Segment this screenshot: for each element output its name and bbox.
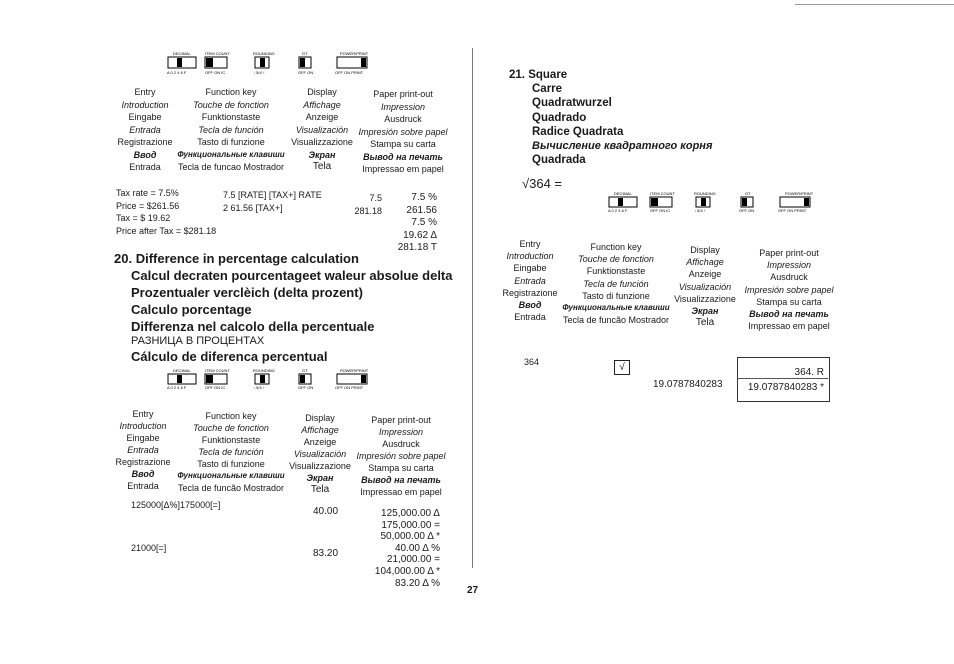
sqrt-display: 19.0787840283 — [653, 379, 723, 390]
tax-keys: 7.5 [RATE] [TAX+] RATE 2 61.56 [TAX+] — [223, 190, 322, 213]
paper-printout-box — [737, 357, 830, 402]
svg-text:A 0 2 4 6 F: A 0 2 4 6 F — [167, 70, 187, 75]
svg-text:↓ 5/4 ↑: ↓ 5/4 ↑ — [253, 385, 265, 390]
diff-entry-1: 125000[Δ%]175000[=] — [131, 500, 221, 510]
svg-text:ITEM COUNT: ITEM COUNT — [205, 51, 230, 56]
function-header-col-3: Function key Touche de fonction Funktionstaste Tecla de función Tasto di funzione Функциональные клавиши Tecla de funcão Mostrador — [562, 242, 670, 326]
decimal-label: DECIMAL — [173, 51, 191, 56]
print-header-col-2: Paper print-out Impression Ausdruck Impresión sobre papel Stampa su carta Вывод на печать Impressao em papel — [356, 415, 446, 497]
svg-text:OFF ON IC: OFF ON IC — [205, 385, 226, 390]
svg-text:POWER/PRINT: POWER/PRINT — [340, 368, 369, 373]
svg-text:OFF ON IC: OFF ON IC — [205, 70, 226, 75]
diff-display-1: 40.00 — [313, 506, 339, 517]
section-20-headings: 20. Difference in percentage calculation Calcul decraten pourcentageet waleur absolue delta Prozentualer verclèich (delta prozent) Calculo porcentage Differenza nel calcolo della percentuale РАЗНИЦА В ПРОЦЕНТАХ Cálculo de diferenca percentual — [114, 251, 453, 364]
section-20-number: 20. — [114, 251, 133, 266]
svg-text:GT: GT — [302, 51, 308, 56]
top-rule — [795, 4, 954, 5]
svg-text:OFF ON PRINT: OFF ON PRINT — [335, 70, 364, 75]
svg-text:ITEM COUNT: ITEM COUNT — [650, 191, 675, 196]
function-header-col: Function key Touche de fonction Funktionstaste Tecla de función Tasto di funzione Функциональные клавиши Tecla de funcao Mostrador — [177, 87, 285, 172]
switch-panel-top — [165, 50, 375, 80]
section-21-headings: 21. Square Carre Quadratwurzel Quadrado Radice Quadrata Вычисление квадратного корня Quadrada — [509, 69, 713, 167]
svg-text:DECIMAL: DECIMAL — [614, 191, 632, 196]
print-header-col: Paper print-out Impression Ausdruck Impresión sobre papel Stampa su carta Вывод на печать Impressao em papel — [358, 89, 448, 174]
entry-header-col: Entry Introduction Eingabe Entrada Registrazione Ввод Entrada — [117, 87, 173, 172]
display-header-col: Display Affichage Anzeige Visualización Visualizzazione Экран Tela — [291, 87, 353, 172]
svg-text:OFF ON: OFF ON — [298, 70, 314, 75]
print-header-col-3: Paper print-out Impression Ausdruck Impresión sobre papel Stampa su carta Вывод на печать Impressao em papel — [744, 248, 834, 332]
svg-text:GT: GT — [745, 191, 751, 196]
display-header-col-2: Display Affichage Anzeige Visualización Visualizzazione Экран Tela — [289, 413, 351, 495]
svg-text:POWER/PRINT: POWER/PRINT — [340, 51, 369, 56]
section-21-number: 21. — [509, 69, 525, 81]
svg-text:OFF ON: OFF ON — [298, 385, 314, 390]
svg-text:OFF ON: OFF ON — [739, 208, 755, 213]
switch-panel-middle — [165, 367, 375, 395]
svg-text:ITEM COUNT: ITEM COUNT — [205, 368, 230, 373]
svg-text:OFF ON PRINT: OFF ON PRINT — [778, 208, 807, 213]
switch-panel-right — [608, 190, 818, 218]
svg-text:DECIMAL: DECIMAL — [173, 368, 191, 373]
svg-text:ROUNDING: ROUNDING — [694, 191, 716, 196]
svg-text:ROUNDING: ROUNDING — [253, 51, 275, 56]
entry-header-col-2: Entry Introduction Eingabe Entrada Registrazione Ввод Entrada — [115, 409, 171, 491]
entry-header-col-3: Entry Introduction Eingabe Entrada Registrazione Ввод Entrada — [502, 239, 558, 323]
sqrt-print-1: 364. R — [794, 367, 824, 378]
diff-print: 125,000.00 Δ 175,000.00 = 50,000.00 Δ * 40.00 Δ % 21,000.00 = 104,000.00 Δ * 83.20 Δ % — [374, 508, 440, 589]
svg-text:OFF ON PRINT: OFF ON PRINT — [335, 385, 364, 390]
svg-text:↓ 5/4 ↑: ↓ 5/4 ↑ — [253, 70, 265, 75]
sqrt-entry: 364 — [524, 357, 540, 367]
function-header-col-2: Function key Touche de fonction Funktionstaste Tecla de función Tasto di funzione Функциональные клавиши Tecla de funcão Mostrador — [177, 411, 285, 493]
svg-text:POWER/PRINT: POWER/PRINT — [785, 191, 814, 196]
tax-entries: Tax rate = 7.5% Price = $261.56 Tax = $ 19.62 Price after Tax = $281.18 — [116, 188, 217, 236]
svg-text:ROUNDING: ROUNDING — [253, 368, 275, 373]
sqrt-formula: √364 = — [522, 176, 563, 191]
svg-text:OFF ON IC: OFF ON IC — [650, 208, 671, 213]
printout-separator — [737, 378, 828, 379]
sqrt-key-icon: √ — [614, 360, 630, 375]
display-header-col-3: Display Affichage Anzeige Visualización Visualizzazione Экран Tela — [674, 245, 736, 329]
tax-print: 7.5 % 261.56 7.5 % 19.62 Δ 281.18 T — [397, 192, 437, 253]
sqrt-print-2: 19.0787840283 * — [747, 382, 824, 393]
diff-display-2: 83.20 — [313, 548, 339, 559]
page-number: 27 — [467, 585, 479, 596]
svg-text:A 0 2 4 6 F: A 0 2 4 6 F — [608, 208, 628, 213]
svg-text:GT: GT — [302, 368, 308, 373]
svg-text:↓ 5/4 ↑: ↓ 5/4 ↑ — [694, 208, 706, 213]
column-divider — [472, 48, 473, 568]
svg-text:A 0 2 4 6 F: A 0 2 4 6 F — [167, 385, 187, 390]
diff-entry-2: 21000[=] — [131, 543, 167, 553]
tax-display: 7.5 281.18 — [354, 193, 382, 216]
